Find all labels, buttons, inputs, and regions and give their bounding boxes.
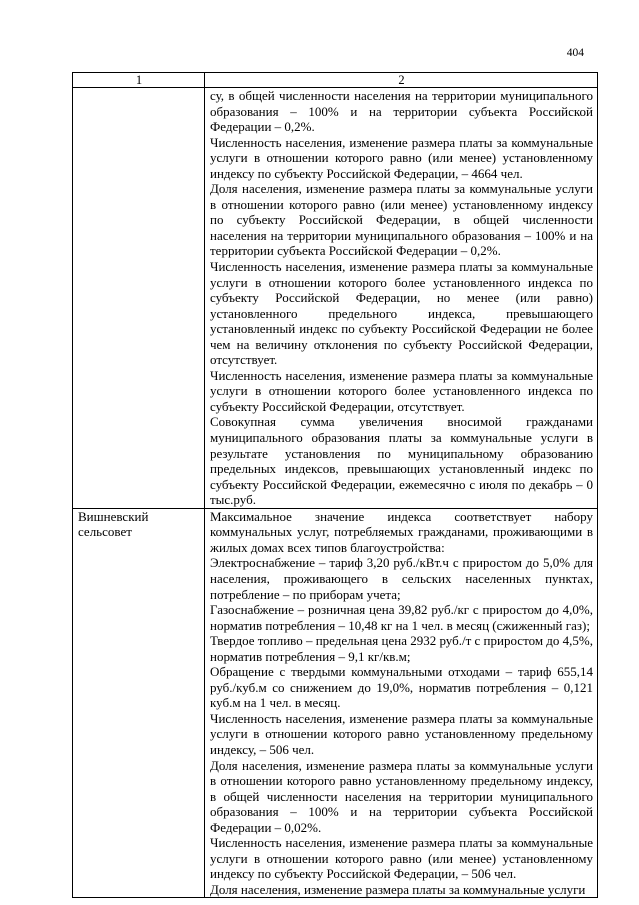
municipality-cell: Вишневский сельсовет	[73, 508, 205, 898]
paragraph: Доля населения, изменение размера платы за коммунальные услуги в отношении которого равно (или менее) установленному индексу по субъекту Российской Федерации, в общей численности населения на территории муниципального образования – 100% и на территории субъекта Российской Федерации – 0,2%.	[210, 181, 593, 259]
paragraph: Совокупная сумма увеличения вносимой гражданами муниципального образования платы за коммунальные услуги в результате установления по муниципальному образованию предельных индексов, превышающих установленный индекс по субъекту Российской Федерации, ежемесячно с июля по декабрь – 0 тыс.руб.	[210, 414, 593, 508]
paragraph: Численность населения, изменение размера платы за коммунальные услуги в отношении которого более установленного индекса по субъекту Российской Федерации, отсутствует.	[210, 367, 593, 414]
table-header-row	[73, 73, 598, 88]
paragraph: Численность населения, изменение размера платы за коммунальные услуги в отношении которого более установленного индекса по субъекту Российской Федерации, но менее (или равно) установленного предельного индекса, превышающего установленный индекс по субъекту Российской Федерации не более чем на величину отклонения по субъекту Российской Федерации, отсутствует.	[210, 259, 593, 368]
paragraph: Газоснабжение – розничная цена 39,82 руб./кг с приростом до 4,0%, норматив потребления – 10,48 кг на 1 чел. в месяц (сжиженный газ);	[210, 602, 593, 633]
page-number: 404	[566, 47, 584, 59]
municipality-cell	[73, 88, 205, 509]
description-cell	[205, 88, 598, 509]
paragraph: Обращение с твердыми коммунальными отходами – тариф 655,14 руб./куб.м со снижением до 19,0%, норматив потребления – 0,121 куб.м на 1 чел. в месяц.	[210, 664, 593, 711]
paragraph: Доля населения, изменение размера платы за коммунальные услуги в отношении которого равно установленному предельному индексу, в общей численности населения на территории муниципального образования – 100% и на территории субъекта Российской Федерации – 0,02%.	[210, 757, 593, 835]
paragraph: Максимальное значение индекса соответствует набору коммунальных услуг, потребляемых гражданами, проживающими в жилых домах всех типов благоустройства:	[210, 508, 593, 555]
paragraph: Численность населения, изменение размера платы за коммунальные услуги в отношении которого равно (или менее) установленному индексу по субъекту Российской Федерации, – 4664 чел.	[210, 134, 593, 181]
description-cell	[205, 508, 598, 898]
column-header-2: 2	[205, 73, 598, 88]
paragraph: Доля населения, изменение размера платы за коммунальные услуги	[210, 881, 586, 897]
paragraph: Твердое топливо – предельная цена 2932 руб./т с приростом до 4,5%, норматив потребления – 9,1 кг/кв.м;	[210, 633, 593, 664]
paragraph: су, в общей численности населения на территории муниципального образования – 100% и на территории субъекта Российской Федерации – 0,2%.	[210, 88, 593, 135]
paragraph: Электроснабжение – тариф 3,20 руб./кВт.ч с приростом до 5,0% для населения, проживающего в сельских населенных пунктах, потребление – по приборам учета;	[210, 555, 593, 602]
column-header-1: 1	[73, 73, 205, 88]
table-row	[73, 88, 598, 509]
paragraph: Численность населения, изменение размера платы за коммунальные услуги в отношении которого равно (или менее) установленному индексу по субъекту Российской Федерации, – 506 чел.	[210, 835, 593, 882]
table-row	[73, 508, 598, 898]
document-table	[72, 72, 598, 898]
paragraph: Численность населения, изменение размера платы за коммунальные услуги в отношении которого равно установленному предельному индексу, – 506 чел.	[210, 710, 593, 757]
